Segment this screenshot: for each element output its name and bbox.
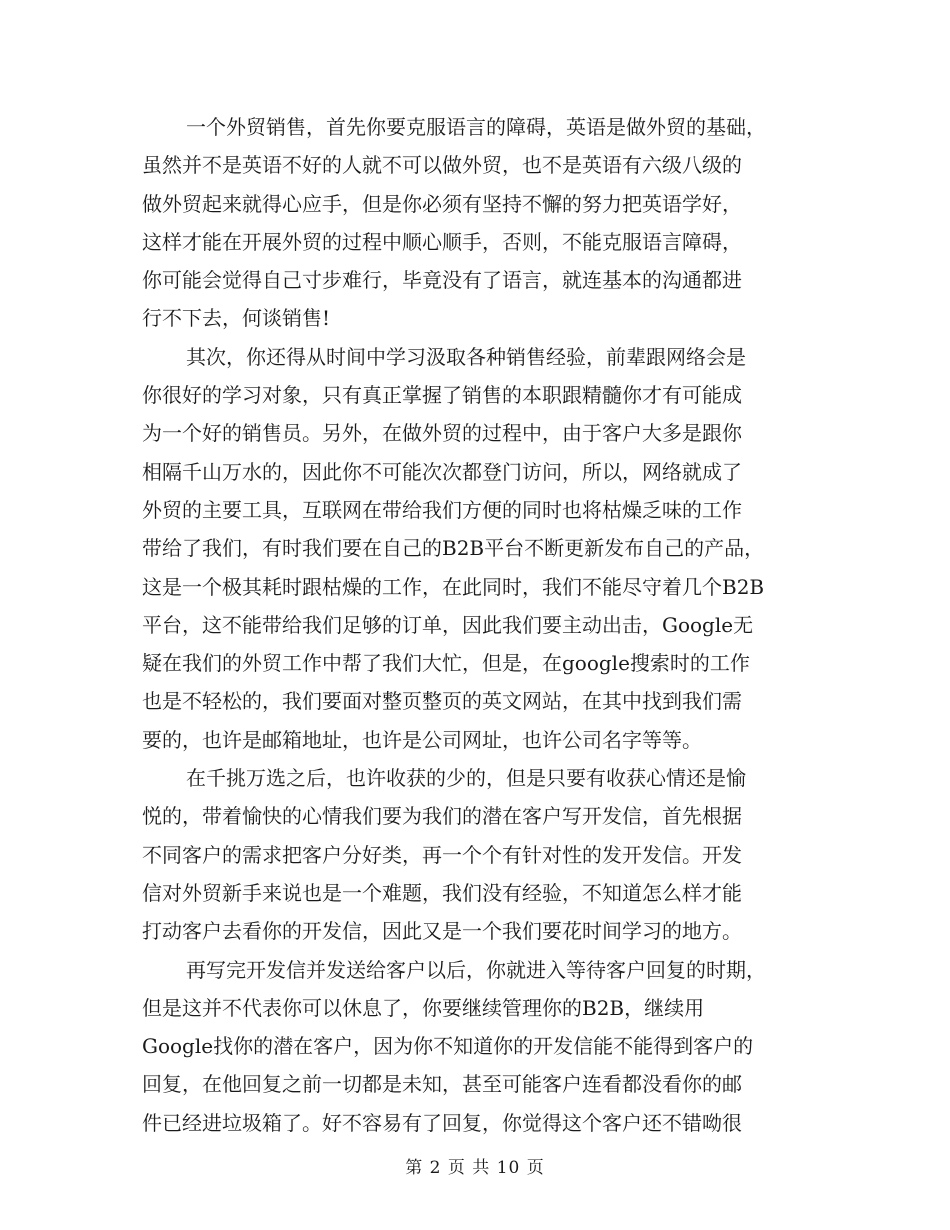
paragraph-4-line-2: 但是这并不代表你可以休息了，你要继续管理你的B2B，继续用 [142,995,705,1020]
page-number-footer: 第 2 页 共 10 页 [405,1158,545,1178]
paragraph-2-line-3: 为一个好的销售员。另外，在做外贸的过程中，由于客户大多是跟你 [142,421,742,446]
paragraph-2-line-8: 平台，这不能带给我们足够的订单，因此我们要主动出击，Google无 [142,612,754,637]
paragraph-2-line-11: 要的，也许是邮箱地址，也许是公司网址，也许公司名字等等。 [142,727,702,752]
paragraph-2-line-1: 其次，你还得从时间中学习汲取各种销售经验，前辈跟网络会是 [186,344,746,369]
document-body [142,108,812,1142]
paragraph-2-line-5: 外贸的主要工具，互联网在带给我们方便的同时也将枯燥乏味的工作 [142,497,742,522]
paragraph-1-line-2: 虽然并不是英语不好的人就不可以做外贸，也不是英语有六级八级的 [142,153,742,178]
paragraph-4-line-1: 再写完开发信并发送给客户以后，你就进入等待客户回复的时期， [186,957,766,982]
paragraph-1-line-5: 你可能会觉得自己寸步难行，毕竟没有了语言，就连基本的沟通都进 [142,268,742,293]
paragraph-2-line-7: 这是一个极其耗时跟枯燥的工作，在此同时，我们不能尽守着几个B2B [142,574,765,599]
paragraph-2-line-6: 带给了我们，有时我们要在自己的B2B平台不断更新发布自己的产品， [142,536,765,561]
paragraph-1-line-3: 做外贸起来就得心应手，但是你必须有坚持不懈的努力把英语学好， [142,191,742,216]
paragraph-1-line-4: 这样才能在开展外贸的过程中顺心顺手，否则，不能克服语言障碍， [142,229,742,254]
paragraph-1-line-1: 一个外贸销售，首先你要克服语言的障碍，英语是做外贸的基础， [186,115,766,139]
paragraph-2-line-2: 你很好的学习对象，只有真正掌握了销售的本职跟精髓你才有可能成 [142,383,742,408]
paragraph-3-line-4: 信对外贸新手来说也是一个难题，我们没有经验，不知道怎么样才能 [142,880,742,905]
paragraph-2-line-9: 疑在我们的外贸工作中帮了我们大忙，但是，在google搜索时的工作 [142,651,750,676]
paragraph-3-line-3: 不同客户的需求把客户分好类，再一个个有针对性的发开发信。开发 [142,842,742,867]
paragraph-1-line-6: 行不下去，何谈销售! [142,306,331,331]
paragraph-4-line-4: 回复，在他回复之前一切都是未知，甚至可能客户连看都没看你的邮 [142,1072,742,1097]
paragraph-2-line-10: 也是不轻松的，我们要面对整页整页的英文网站，在其中找到我们需 [142,689,742,714]
paragraph-4-line-5: 件已经进垃圾箱了。好不容易有了回复，你觉得这个客户还不错呦很 [142,1110,742,1135]
paragraph-2-line-4: 相隔千山万水的，因此你不可能次次都登门访问，所以，网络就成了 [142,459,742,484]
paragraph-3-line-5: 打动客户去看你的开发信，因此又是一个我们要花时间学习的地方。 [142,919,742,944]
paragraph-4-line-3: Google找你的潜在客户，因为你不知道你的开发信能不能得到客户的 [142,1034,754,1059]
paragraph-3-line-1: 在千挑万选之后，也许收获的少的，但是只要有收获心情还是愉 [186,766,746,791]
paragraph-3-line-2: 悦的，带着愉快的心情我们要为我们的潜在客户写开发信，首先根据 [142,804,742,829]
